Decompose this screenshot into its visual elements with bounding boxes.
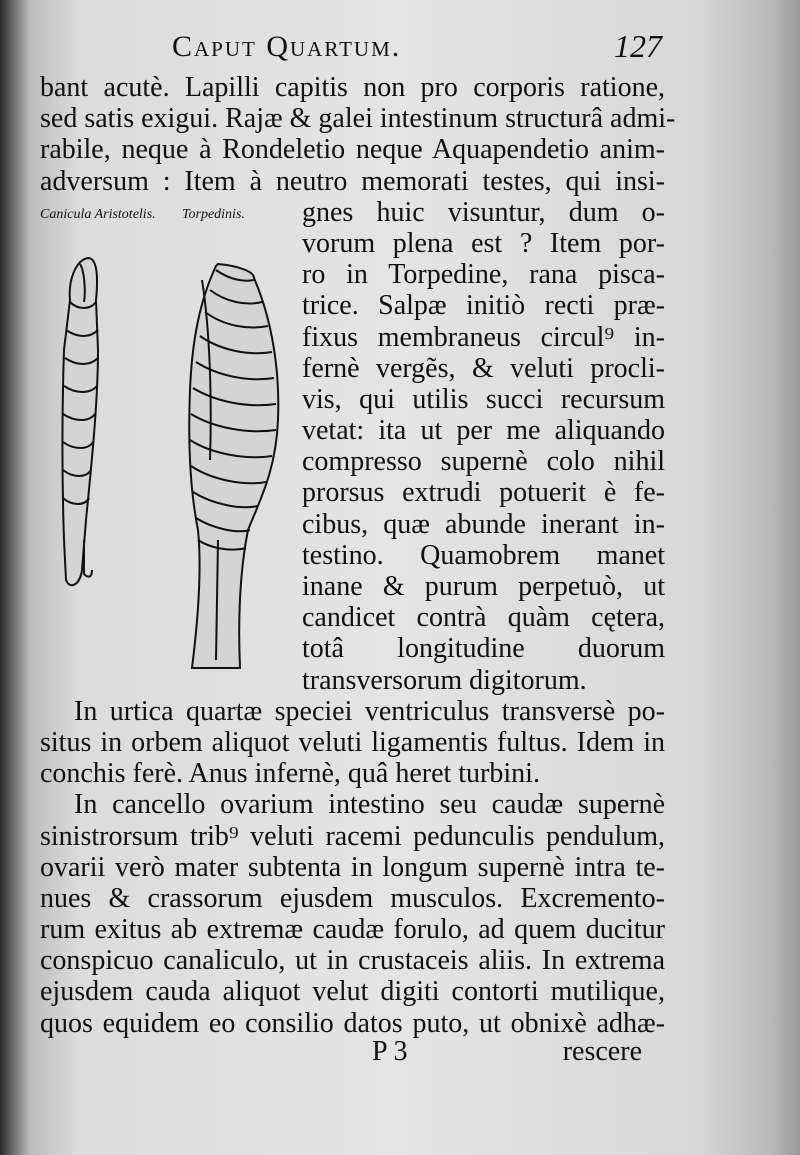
text-line: fixus membraneus circul⁹ in- <box>302 321 665 353</box>
text-line: fernè vergẽs, & veluti procli- <box>302 352 665 384</box>
text-line: ro in Torpedine, rana pisca- <box>302 259 665 291</box>
text-line: vis, qui utilis succi recursum <box>302 383 665 415</box>
text-line: vetat: ita ut per me aliquando <box>302 415 665 447</box>
text-line: conspicuo canaliculo, ut in crustaceis aliis. In extrema <box>40 945 665 977</box>
text-line: candicet contrà quàm cętera, <box>302 602 665 634</box>
text-line: sed satis exigui. Rajæ & galei intestinum structurâ admi- <box>40 103 676 135</box>
text-line: rum exitus ab extremæ caudæ forulo, ad quem ducitur <box>40 914 665 946</box>
text-line: quos equidem eo consilio datos puto, ut obnixè adhæ- <box>40 1007 665 1039</box>
page-number: 127 <box>614 28 662 64</box>
text-line: bant acutè. Lapilli capitis non pro corporis ratione, <box>40 72 665 103</box>
caption-canicula: Canicula Aristotelis. <box>40 207 156 222</box>
page-header <box>172 30 662 70</box>
running-head: Caput Quartum. <box>172 30 402 63</box>
text-line: cibus, quæ abunde inerant in- <box>302 508 665 540</box>
text-line: compresso supernè colo nihil <box>302 446 665 478</box>
text-line: sinistrorsum trib⁹ veluti racemi pedunculis pendulum, <box>40 820 665 852</box>
text-line: In urtica quartæ speciei ventriculus transversè po- <box>74 695 665 727</box>
text-line: rabile, neque à Rondeletio neque Aquapendetio anim- <box>40 134 665 166</box>
catchword: rescere <box>562 1036 642 1067</box>
text-line: testino. Quamobrem manet <box>302 539 665 571</box>
text-line: nues & crassorum ejusdem musculos. Excremento- <box>40 882 665 914</box>
text-line: prorsus extrudi potuerit è fe- <box>302 477 665 509</box>
text-line: ovarii verò mater subtenta in longum supernè intra te- <box>40 851 665 883</box>
page-footer <box>372 1036 642 1072</box>
text-line: inane & purum perpetuò, ut <box>302 571 665 602</box>
caption-torpedo: Torpedinis. <box>182 207 245 222</box>
text-line: trice. Salpæ initiò recti præ- <box>302 290 665 322</box>
text-line: gnes huic visuntur, dum o- <box>302 196 665 228</box>
signature-mark: P 3 <box>372 1036 408 1067</box>
text-line: transversorum digitorum. <box>302 664 587 696</box>
text-line: situs in orbem aliquot veluti ligamentis fultus. Idem in <box>40 726 665 758</box>
text-line: ejusdem cauda aliquot velut digiti contorti mutilique, <box>40 976 665 1008</box>
text-line: adversum : Item à neutro memorati testes, qui insi- <box>40 165 665 197</box>
main-text <box>40 72 676 1039</box>
text-line: In cancello ovarium intestino seu caudæ supernè <box>74 789 665 821</box>
text-line: totâ longitudine duorum <box>302 633 665 665</box>
text-line: conchis ferè. Anus infernè, quâ heret turbini. <box>40 758 540 790</box>
text-line: vorum plena est ? Item por- <box>302 227 665 259</box>
